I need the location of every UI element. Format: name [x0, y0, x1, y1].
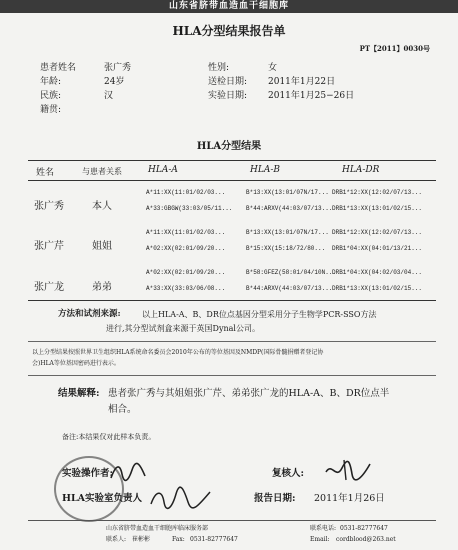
row3-hla-dr-2: DRB1*13:XX(13:01/02/15... — [332, 285, 423, 292]
col-header-hla-a: HLA-A — [148, 165, 178, 175]
footer-fax-label: Fax: — [172, 536, 185, 543]
row1-hla-dr-2: DRB1*13:XX(13:01/02/15... — [332, 205, 423, 212]
row2-hla-a-1: A*11:XX(11:01/02/03... — [146, 229, 226, 236]
row3-hla-a-1: A*02:XX(02:01/09/20... — [146, 269, 226, 276]
footer-contact-label: 联系人: — [106, 536, 127, 543]
footer-phone: 0531-82777647 — [340, 525, 388, 532]
row3-hla-dr-1: DRB1*04:XX(04:02/03/04... — [332, 269, 423, 276]
lab-head-label: HLA实验室负责人 — [62, 493, 143, 504]
conclusion-label: 结果解释: — [58, 388, 100, 399]
sent-date-value: 2011年1月22日 — [268, 77, 336, 87]
origin-label: 籍贯: — [40, 105, 62, 115]
row1-hla-a-2: A*33:GBGW(33:03/05/11... — [146, 205, 233, 212]
method-line-2: 进行,其分型试剂盒来源于英国Dynal公司。 — [106, 324, 260, 333]
footer-fax: 0531-82777647 — [190, 536, 238, 543]
reviewer-label: 复核人: — [272, 468, 305, 479]
operator-signature — [108, 460, 148, 486]
lab-head-signature — [148, 484, 214, 512]
row2-relation: 姐姐 — [92, 241, 112, 252]
col-header-hla-b: HLA-B — [250, 165, 280, 175]
report-date-value: 2011年1月26日 — [314, 493, 385, 504]
gender-value: 女 — [268, 63, 278, 73]
row2-name: 张广芹 — [34, 241, 64, 252]
report-title: HLA分型结果报告单 — [172, 24, 286, 38]
row2-hla-b-1: B*13:XX(13:01/07N/17... — [246, 229, 329, 236]
patient-name-label: 患者姓名 — [40, 63, 77, 73]
ethnicity-label: 民族: — [40, 91, 62, 101]
col-header-hla-dr: HLA-DR — [342, 165, 380, 175]
note-line-1: 以上分型结果按照世界卫生组织HLA系统命名委员会2010年公布的等位基因及NMDP(国际骨髓捐赠者登记协 — [32, 349, 324, 356]
row1-hla-a-1: A*11:XX(11:01/02/03... — [146, 189, 226, 196]
row3-hla-b-1: B*58:GFEZ(58:01/04/10N... — [246, 269, 337, 276]
note-line-2: 会)HLA等位基因密码进行表示。 — [32, 360, 120, 367]
results-section-title: HLA分型结果 — [196, 141, 262, 152]
footer-rule — [28, 520, 436, 521]
footer-contact-name: 崔彬彬 — [132, 536, 151, 543]
row2-hla-dr-1: DRB1*12:XX(12:02/07/13... — [332, 229, 423, 236]
row1-relation: 本人 — [92, 201, 112, 212]
age-value: 24岁 — [104, 77, 125, 87]
row1-hla-b-1: B*13:XX(13:01/07N/17... — [246, 189, 329, 196]
conclusion-line-1: 患者张广秀与其姐姐张广芹、弟弟张广龙的HLA-A、B、DR位点半 — [108, 388, 390, 399]
row3-name: 张广龙 — [34, 282, 64, 293]
row2-hla-dr-2: DRB1*04:XX(04:01/13/21... — [332, 245, 423, 252]
method-rule — [28, 341, 436, 342]
reviewer-signature — [322, 458, 374, 484]
row1-hla-dr-1: DRB1*12:XX(12:02/07/13... — [332, 189, 423, 196]
conclusion-line-2: 相合。 — [108, 404, 137, 415]
sent-date-label: 送检日期: — [208, 77, 248, 87]
note-rule — [28, 375, 436, 376]
row3-relation: 弟弟 — [92, 282, 112, 293]
ethnicity-value: 汉 — [104, 91, 114, 101]
operator-label: 实验操作者: — [62, 468, 114, 479]
footer-email: cordblood@263.net — [336, 536, 396, 543]
col-header-relation: 与患者关系 — [82, 167, 122, 176]
row2-hla-a-2: A*02:XX(02:01/09/20... — [146, 245, 226, 252]
footer-address: 山东省脐带血造血干细胞库临床服务部 — [106, 525, 209, 532]
table-bottom-rule — [28, 300, 436, 301]
col-header-name: 姓名 — [36, 168, 55, 178]
row1-name: 张广秀 — [34, 201, 64, 212]
patient-name: 张广秀 — [104, 63, 132, 73]
method-label: 方法和试剂来源: — [58, 309, 121, 319]
test-date-label: 实验日期: — [208, 91, 248, 101]
table-top-rule — [28, 160, 436, 161]
gender-label: 性别: — [208, 63, 230, 73]
remark-text: 备注:本结果仅对此样本负责。 — [62, 433, 156, 441]
age-label: 年龄: — [40, 77, 62, 87]
report-date-label: 报告日期: — [254, 493, 296, 504]
row3-hla-b-2: B*44:ARXV(44:03/07/13... — [246, 285, 333, 292]
row2-hla-b-2: B*15:XX(15:18/72/80... — [246, 245, 326, 252]
table-header-rule — [28, 180, 436, 181]
footer-email-label: Email: — [310, 536, 330, 543]
footer-phone-label: 联系电话: — [310, 525, 337, 532]
method-line-1: 以上HLA-A、B、DR位点基因分型采用分子生物学PCR-SSO方法 — [142, 310, 377, 319]
test-date-value: 2011年1月25−26日 — [268, 91, 355, 101]
report-number: PT【2011】0030号 — [359, 44, 430, 53]
row3-hla-a-2: A*33:XX(33:03/06/08... — [146, 285, 226, 292]
institution-banner: 山东省脐带血造血干细胞库 — [0, 0, 458, 13]
row1-hla-b-2: B*44:ARXV(44:03/07/13... — [246, 205, 333, 212]
